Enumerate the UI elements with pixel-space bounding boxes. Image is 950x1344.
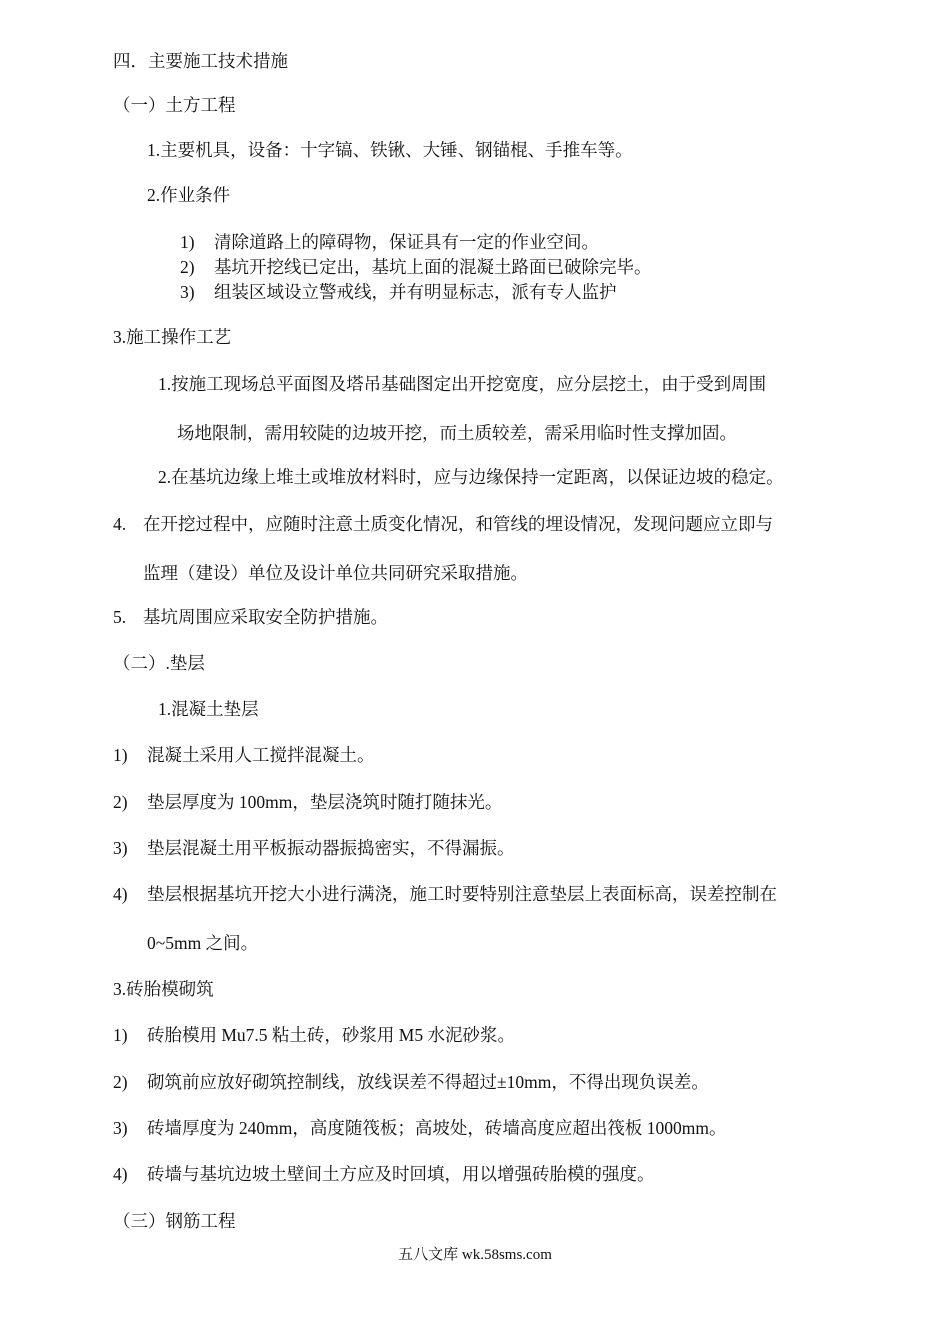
list-item-number: 3) [113, 1118, 128, 1138]
list-item-number: 1) [113, 1025, 128, 1045]
list-item-number: 1) [180, 232, 195, 252]
item-4-line1: 在开挖过程中，应随时注意土质变化情况，和管线的埋设情况，发现问题应立即与 [143, 514, 773, 534]
list-item: 组装区域设立警戒线，并有明显标志，派有专人监护 [214, 282, 617, 302]
list-item-number: 4) [113, 1164, 128, 1184]
list-item: 砖胎模用 Mu7.5 粘土砖，砂浆用 M5 水泥砂浆。 [147, 1025, 515, 1045]
list-item: 垫层根据基坑开挖大小进行满浇，施工时要特别注意垫层上表面标高，误差控制在 [147, 884, 777, 904]
brick-heading: 3.砖胎模砌筑 [113, 979, 214, 999]
list-item: 基坑开挖线已定出，基坑上面的混凝土路面已破除完毕。 [214, 257, 652, 277]
process-1-line2: 场地限制，需用较陡的边坡开挖，而土质较差，需采用临时性支撑加固。 [177, 423, 737, 443]
list-item: 垫层厚度为 100mm，垫层浇筑时随打随抹光。 [147, 792, 503, 812]
cushion-heading: （二）.垫层 [113, 653, 205, 673]
process-2-line: 2.在基坑边缘上堆土或堆放材料时，应与边缘保持一定距离，以保证边坡的稳定。 [158, 467, 784, 487]
list-item-number: 2) [113, 792, 128, 812]
list-item: 清除道路上的障碍物，保证具有一定的作业空间。 [214, 232, 599, 252]
item-4-line2: 监理（建设）单位及设计单位共同研究采取措施。 [143, 563, 528, 583]
list-item: 混凝土采用人工搅拌混凝土。 [147, 745, 375, 765]
process-1-line1: 1.按施工现场总平面图及塔吊基础图定出开挖宽度，应分层挖土，由于受到周围 [158, 374, 767, 394]
list-item-number: 2) [113, 1072, 128, 1092]
list-item-number: 3) [180, 282, 195, 302]
equipment-line: 1.主要机具，设备：十字镐、铁锹、大锤、钢锚棍、手推车等。 [147, 140, 633, 160]
list-item: 砖墙厚度为 240mm，高度随筏板；高坡处，砖墙高度应超出筏板 1000mm。 [147, 1118, 727, 1138]
item-5-line: 基坑周围应采取安全防护措施。 [143, 607, 388, 627]
list-item-number: 3) [113, 838, 128, 858]
item-4-number: 4. [113, 514, 127, 534]
list-item: 砖墙与基坑边坡土壁间土方应及时回填，用以增强砖胎模的强度。 [147, 1164, 655, 1184]
conditions-heading: 2.作业条件 [147, 185, 231, 205]
list-item: 砌筑前应放好砌筑控制线，放线误差不得超过±10mm，不得出现负误差。 [147, 1072, 709, 1092]
rebar-heading: （三）钢筋工程 [113, 1211, 236, 1231]
item-5-number: 5. [113, 607, 127, 627]
list-item-number: 2) [180, 257, 195, 277]
page-footer: 五八文库 wk.58sms.com [398, 1247, 552, 1263]
list-item-number: 1) [113, 745, 128, 765]
earthwork-heading: （一）土方工程 [113, 95, 236, 115]
list-item-number: 4) [113, 884, 128, 904]
list-item-continuation: 0~5mm 之间。 [147, 933, 259, 953]
list-item: 垫层混凝土用平板振动器振捣密实，不得漏振。 [147, 838, 515, 858]
cushion-sub-heading: 1.混凝土垫层 [158, 699, 259, 719]
section-title: 四．主要施工技术措施 [113, 51, 288, 71]
process-heading: 3.施工操作工艺 [113, 327, 232, 347]
